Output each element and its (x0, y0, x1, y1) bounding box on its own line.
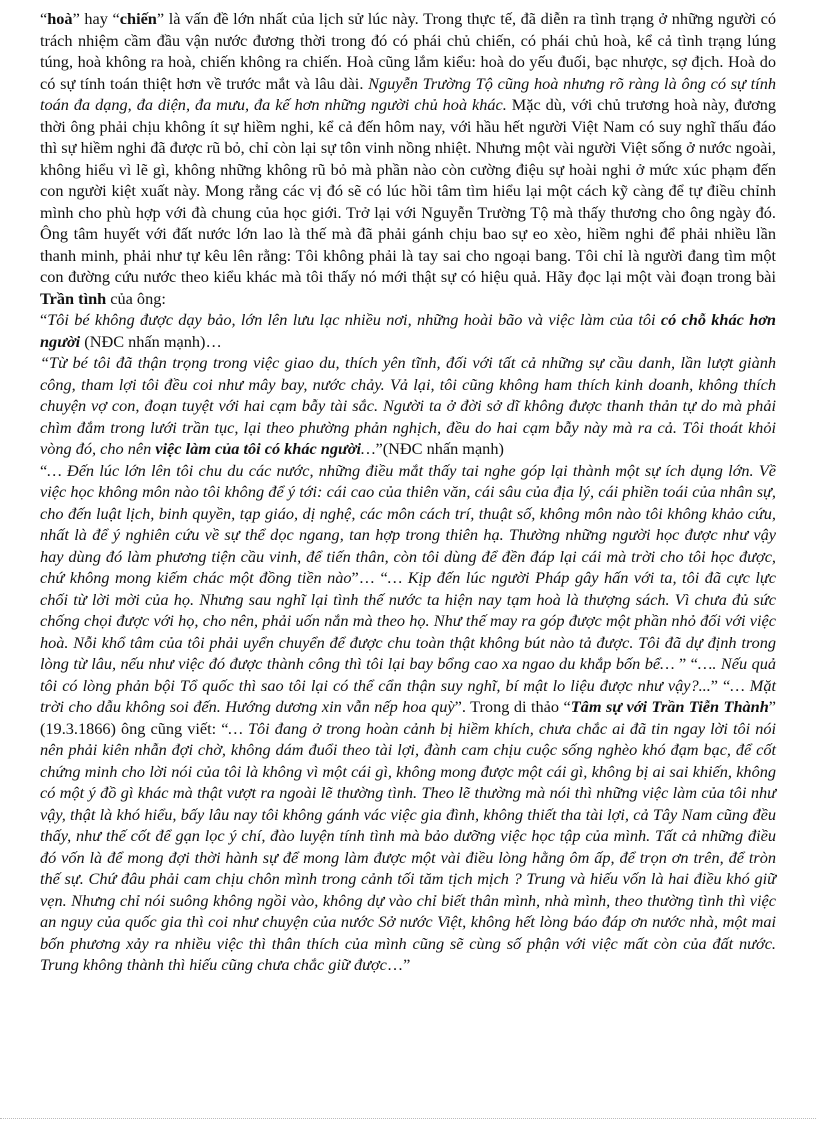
work-title-tran-tinh: Trần tình (40, 288, 107, 308)
text-fragment: ” “ (710, 675, 731, 695)
work-title-tam-su: Tâm sự với Trần Tiễn Thành (570, 697, 769, 716)
quote-text: … Mặt trời cho dẫu không soi đến. Hướng dương xin vẫn nếp hoa quỳ (40, 675, 776, 716)
text-fragment: Mặc dù, với chủ trương hoà này, đương thời ông phải chịu không ít sự hiềm nghi, kể cả đến hôm nay, với hầu hết người Việt Nam có suy nghĩ thấu đáo thì sự hiềm nghi đã được rũ bỏ, chỉ còn lại sự tôn vinh nồng nhiệt. Nhưng một vài người Việt sống ở nước ngoài, không hiểu vì lẽ gì, không những không rũ bỏ mà phần nào còn cường điệu sự hoài nghi ở mức xúc phạm đến con người kiệt xuất này. Mong rằng các vị đó sẽ có lúc hồi tâm tìm hiểu lại một cách kỹ càng để tự điều chỉnh mình cho phù hợp với đà chung của học giới. Trở lại với Nguyễn Trường Tộ mà thấy thương cho ông ngày đó. Ông tâm huyết với đất nước lớn lao là thế mà đã phải gánh chịu bao sự eo xèo, hiềm nghi để phải nhiều lần thanh minh, phải như tự kêu lên rằng: Tôi không phải là tay sai cho ngoại bang. Tôi chỉ là người đang tìm một con đường cứu nước theo kiểu khác mà tôi thấy nó mới thật sự có hiệu quả. Hãy đọc lại một vài đoạn trong bài (40, 95, 776, 286)
quote-text: “Từ bé tôi đã thận trọng trong việc giao du, thích yên tĩnh, đối với tất cả những sự cầu danh, lần lượt giành công, tham lợi tôi đều coi như mây bay, nước chảy. Vả lại, tôi cũng không ham thích kinh doanh, không thích chuyện vợ con, đoạn tuyệt với hai cạm bẫy tài sắc. Người ta ở đời sở dĩ không được thanh thản tự do mà phải chìm đắm trong lưới trần tục, lại theo phường phản nghịch, đều do hai cạm bẫy này mà ra cả. Tôi thoát khỏi vòng đó, cho nên (40, 353, 776, 458)
text-fragment: ”… “ (351, 568, 388, 587)
quote-text: Tôi bé không được dạy bảo, lớn lên lưu lạc nhiều nơi, những hoài bão và việc làm của tôi (47, 310, 661, 329)
quote-paragraph-2 (40, 352, 776, 460)
document-page (40, 8, 776, 976)
text-fragment: của ông: (106, 288, 166, 308)
emphasized-quote: có chỗ khác hơn người (40, 310, 776, 351)
opening-quote-mark: “ (40, 9, 48, 28)
text-fragment: ” (403, 955, 411, 974)
italic-remark: Nguyễn Trường Tộ cũng hoà nhưng rõ ràng là ông có sự tính toán đa dạng, đa diện, đa mưu, đa kế hơn những người chủ hoà khác. (40, 73, 776, 114)
text-fragment: ”. Trong di thảo “ (454, 697, 571, 716)
term-hoa: hoà (47, 9, 73, 28)
text-fragment: ” (19.3.1866) ông cũng viết: “ (40, 697, 776, 738)
quote-text: … Đến lúc lớn lên tôi chu du các nước, những điều mắt thấy tai nghe góp lại thành một sự ích dụng lớn. Về việc học không môn nào tôi không để ý tới: cái cao của thiên văn, cái sâu của địa lý, cái phiền toái của nhân sự, cho đến luật lịch, binh quyền, tạp giáo, dị nghệ, các môn cách trí, thuật số, không môn nào tôi không khảo cứu, nhất là để ý nghiên cứu về sự thể dọc ngang, tan hợp trong thiên hạ. Thường những người học được như vậy hay dùng đó làm phương tiện cầu vinh, để tiến thân, còn tôi dùng để đền đáp lại cái mà trời cho tôi học được, chứ không mong kiếm chác một đồng tiền nào (40, 460, 776, 587)
text-fragment: “ (40, 310, 48, 329)
text-fragment: ” hay “ (72, 9, 120, 28)
quote-paragraph-3 (40, 460, 776, 976)
text-fragment: ” là vấn đề lớn nhất của lịch sử lúc này. Trong thực tế, đã diễn ra tình trạng ở những người có trách nhiệm cầm đầu vận nước đương thời trong đó có phái chủ chiến, có phái chủ hoà, kể cả tình trạng lúng túng, hoà không ra hoà, chiến không ra chiến. Hoà cũng lắm kiểu: hoà do yếu đuối, bạc nhược, sợ địch. Hoà do có sự tính toán thiệt hơn về trước mắt và lâu dài. (40, 9, 777, 93)
quote-paragraph-1 (40, 309, 776, 352)
text-fragment: ” “ (679, 654, 698, 673)
text-fragment: … (386, 955, 404, 974)
text-fragment: “ (40, 460, 48, 480)
quote-text: … Kịp đến lúc người Pháp gây hấn với ta, tôi đã cực lực chối từ lời mời của họ. Nhưng sau nghĩ lại tình thế nước ta hiện nay tạm hoà là thượng sách. Vì chưa đủ sức chống chọi được với họ, cho nên, phải uốn nắn mà theo họ. Như thế may ra góp được một phần nhỏ đối với việc hoà. Nỗi khổ tâm của tôi phải uyển chuyển để được chu toàn thật không bút nào tả được. Tôi đã dự định trong lòng từ lâu, nếu như việc đó được thành công thì tôi lại bay bổng cao xa ngao du khắp bốn bể… (40, 568, 776, 673)
quote-text: … (361, 439, 376, 458)
page-bottom-rule (0, 1118, 816, 1119)
quote-text: … Tôi đang ở trong hoàn cảnh bị hiềm khích, chưa chắc ai đã tin ngay lời tôi nói nên phải kiên nhẫn đợi chờ, không dám đuổi theo tài lợi, đành cam chịu cuộc sống nghèo khó đạm bạc, để cốt chứng minh cho lời nói của tôi là không vì một cái gì, không mong được một cái gì, không bị ai sai khiến, không có một ý đồ gì khác mà thật vượt ra ngoài lẽ thường tình. Theo lẽ thường mà nói thì những việc làm của tôi như vậy, thật là khó hiểu, bấy lâu nay tôi không gánh vác việc gia đình, không thiết tha tài lợi, cả Tây Nam cũng đều thấy, như thế cốt để gạn lọc ý chí, đào luyện tính tình mà bảo dưỡng việc học tập của mình. Tất cả những điều đó vốn là để mong đợi thời hành sự để mong làm được một vài điều lòng hằng ôm ấp, để trọn ơn trên, để tròn thế sự. Chứ đâu phải cam chịu chôn mình trong cảnh tối tăm tịch mịch ? Trung và hiếu vốn là hai điều khó giữ vẹn. Nhưng chỉ nói suông không ngồi vào, không dự vào chỉ biết thân mình, nhà mình, theo thường tình thì việc an nguy của quốc gia thì coi như chuyện của nước Sở nước Việt, không hết lòng báo đáp ơn nước nhà, một mai bốn phương xảy ra nhiều việc thì thân thích của mình cũng sẽ cùng số phận với việc mất còn của đất nước. Trung không thành thì hiếu cũng chưa chắc giữ được (40, 718, 776, 974)
author-note: (NĐC nhấn mạnh)… (80, 331, 222, 351)
intro-paragraph (40, 8, 776, 309)
author-note: ”(NĐC nhấn mạnh) (375, 439, 504, 458)
term-chien: chiến (119, 9, 157, 28)
quote-text: …. Nếu quả tôi có lòng phản bội Tổ quốc thì sao tôi lại có thể cẩn thận suy nghĩ, bí mật lo liệu được như vậy?... (40, 654, 776, 695)
emphasized-quote: việc làm của tôi có khác người (155, 439, 361, 458)
